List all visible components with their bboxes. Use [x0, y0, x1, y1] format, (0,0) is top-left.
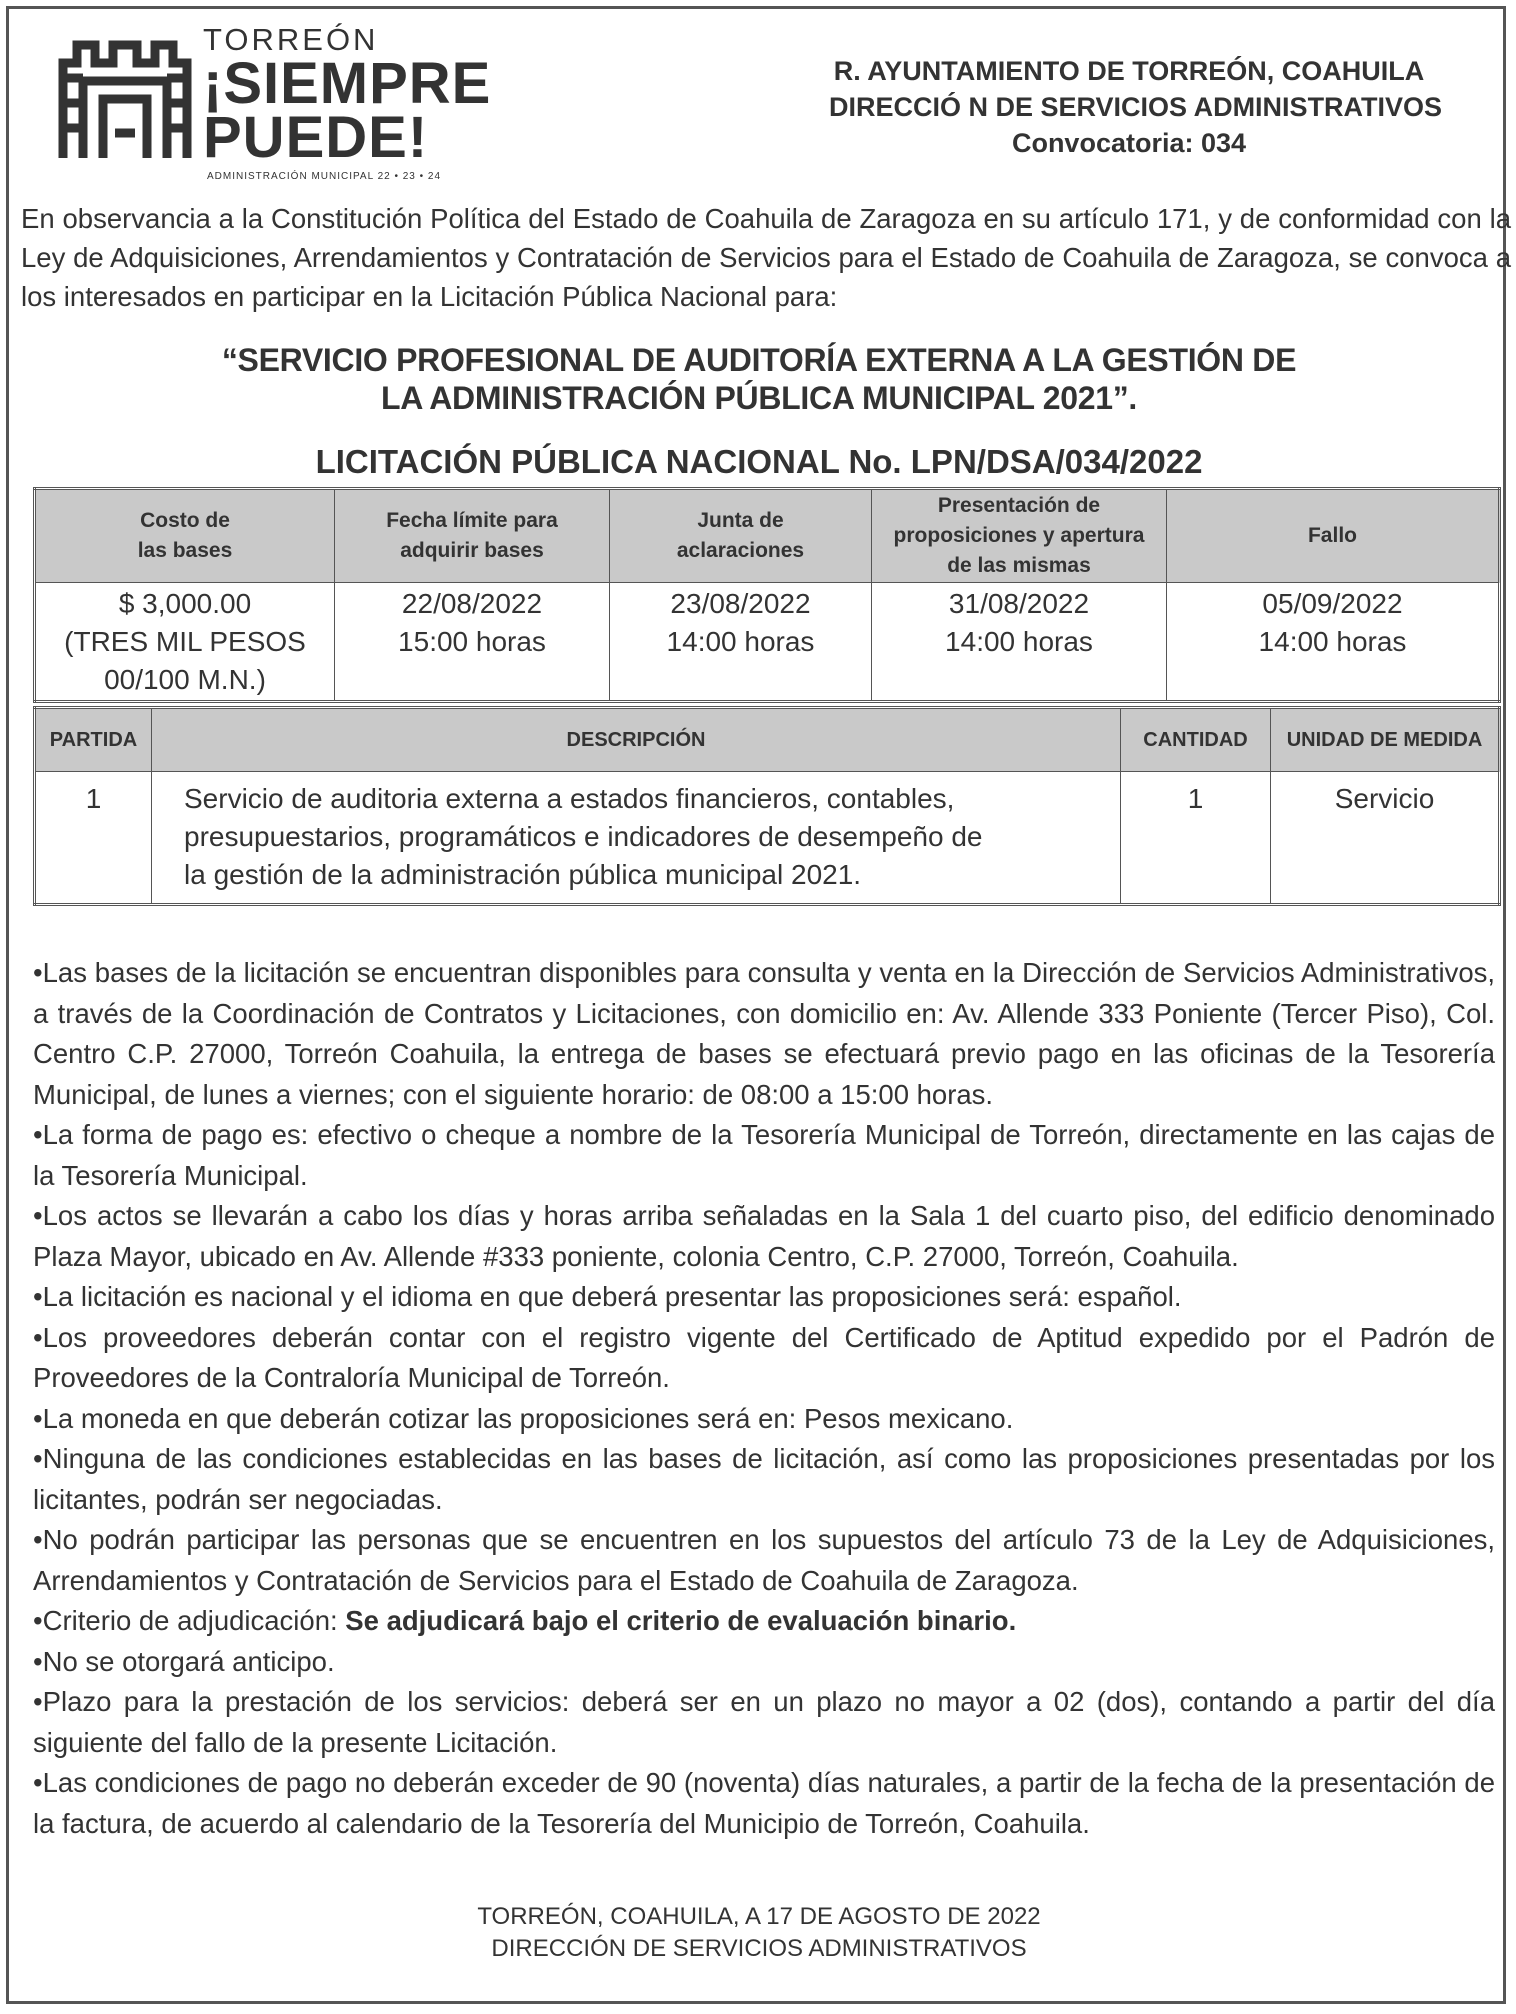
footer-line-2: DIRECCIÓN DE SERVICIOS ADMINISTRATIVOS — [491, 1935, 1027, 1962]
logo-city: TORREÓN — [203, 22, 379, 57]
footer — [9, 1901, 1509, 1965]
table-row — [35, 772, 1500, 905]
list-item: •Ninguna de las condiciones establecidas en las bases de licitación, así como las proposiciones presentadas por los licitantes, podrán ser negociadas. — [33, 1443, 1495, 1515]
list-item: •Plazo para la prestación de los servicios: deberá ser en un plazo no mayor a 02 (dos), contando a partir del día siguiente del fallo de la presente Licitación. — [33, 1686, 1495, 1758]
list-item: •Los proveedores deberán contar con el registro vigente del Certificado de Aptitud expedido por el Padrón de Proveedores de la Contraloría Municipal de Torreón. — [33, 1321, 1495, 1393]
header-line-2: DIRECCIÓ N DE SERVICIOS ADMINISTRATIVOS — [829, 92, 1443, 122]
schedule-presentacion: 31/08/2022 14:00 horas — [872, 583, 1167, 702]
schedule-header-junta: Junta de aclaraciones — [610, 489, 872, 583]
items-header-cantidad: CANTIDAD — [1121, 708, 1271, 772]
schedule-header-presentacion: Presentación de proposiciones y apertura de las mismas — [872, 489, 1167, 583]
torreon-logo — [55, 22, 492, 198]
logo-slogan-2: PUEDE! — [203, 105, 429, 170]
list-item: •La forma de pago es: efectivo o cheque a nombre de la Tesorería Municipal de Torreón, directamente en las cajas de la Tesorería Municipal. — [33, 1119, 1495, 1191]
item-descripcion: Servicio de auditoria externa a estados financieros, contables, presupuestarios, programáticos e indicadores de desempeño de la gestión de la administración pública municipal 2021. — [152, 772, 1121, 905]
list-item: •No se otorgará anticipo. — [33, 1645, 335, 1677]
schedule-value-row — [35, 583, 1500, 702]
list-item: •La moneda en que deberán cotizar las proposiciones será en: Pesos mexicano. — [33, 1402, 1014, 1434]
items-table — [33, 706, 1501, 906]
schedule-fallo: 05/09/2022 14:00 horas — [1167, 583, 1500, 702]
item-partida: 1 — [35, 772, 152, 905]
schedule-header-row — [35, 489, 1500, 583]
item-unidad: Servicio — [1271, 772, 1500, 905]
list-item: •La licitación es nacional y el idioma en que deberá presentar las proposiciones será: español. — [33, 1281, 1182, 1312]
logo-slogan-1: ¡SIEMPRE — [203, 51, 492, 116]
service-title-line-2: LA ADMINISTRACIÓN PÚBLICA MUNICIPAL 2021”. — [380, 380, 1138, 416]
schedule-cost: $ 3,000.00 (TRES MIL PESOS 00/100 M.N.) — [35, 583, 335, 702]
service-title — [9, 341, 1509, 417]
service-title-line-1: “SERVICIO PROFESIONAL DE AUDITORÍA EXTERNA A LA GESTIÓN DE — [221, 342, 1297, 378]
header-line-1: R. AYUNTAMIENTO DE TORREÓN, COAHUILA — [833, 56, 1425, 86]
logo-subtitle: ADMINISTRACIÓN MUNICIPAL 22 • 23 • 24 — [207, 171, 442, 182]
item-cantidad: 1 — [1121, 772, 1271, 905]
items-header-unidad: UNIDAD DE MEDIDA — [1271, 708, 1500, 772]
intro-paragraph: En observancia a la Constitución Política del Estado de Coahuila de Zaragoza en su artículo 171, y de conformidad con la Ley de Adquisiciones, Arrendamientos y Contratación de Servicios para el Estado de Coahuila de Zaragoza, se convoca a los interesados en participar en la Licitación Pública Nacional para: — [21, 203, 1511, 312]
header-line-3: Convocatoria: 034 — [1011, 128, 1247, 158]
list-item: •Las bases de la licitación se encuentran disponibles para consulta y venta en la Dirección de Servicios Administrativos, a través de la Coordinación de Contratos y Licitaciones, con domicilio en: Av. Allende 333 Poniente (Tercer Piso), Col. Centro C.P. 27000, Torreón Coahuila, la entrega de bases se efectuará previo pago en las oficinas de la Tesorería Municipal, de lunes a viernes; con el siguiente horario: de 08:00 a 15:00 horas. — [33, 957, 1495, 1110]
list-item-criterio: •Criterio de adjudicación: Se adjudicará bajo el criterio de evaluación binario. — [33, 1605, 1017, 1636]
page-frame — [6, 6, 1511, 2004]
list-item: •Las condiciones de pago no deberán exceder de 90 (noventa) días naturales, a partir de la fecha de la presentación de la factura, de acuerdo al calendario de la Tesorería del Municipio de Torreón, Coahuila. — [33, 1767, 1495, 1839]
schedule-junta: 23/08/2022 14:00 horas — [610, 583, 872, 702]
schedule-header-deadline: Fecha límite para adquirir bases — [335, 489, 610, 583]
castle-icon — [55, 33, 195, 163]
licitacion-title: LICITACIÓN PÚBLICA NACIONAL No. LPN/DSA/034/2022 — [315, 443, 1203, 480]
header — [829, 53, 1443, 161]
items-header-partida: PARTIDA — [35, 708, 152, 772]
conditions-list — [33, 953, 1495, 1844]
schedule-table — [33, 487, 1501, 703]
footer-line-1: TORREÓN, COAHUILA, A 17 DE AGOSTO DE 2022 — [477, 1903, 1041, 1930]
schedule-header-fallo: Fallo — [1167, 489, 1500, 583]
items-header-descripcion: DESCRIPCIÓN — [152, 708, 1121, 772]
list-item: •No podrán participar las personas que se encuentren en los supuestos del artículo 73 de la Ley de Adquisiciones, Arrendamientos y Contratación de Servicios para el Estado de Coahuila de Zaragoza. — [33, 1524, 1495, 1596]
list-item: •Los actos se llevarán a cabo los días y horas arriba señaladas en la Sala 1 del cuarto piso, del edificio denominado Plaza Mayor, ubicado en Av. Allende #333 poniente, colonia Centro, C.P. 27000, Torreón, Coahuila. — [33, 1200, 1495, 1272]
schedule-header-cost: Costo de las bases — [35, 489, 335, 583]
items-header-row — [35, 708, 1500, 772]
schedule-deadline: 22/08/2022 15:00 horas — [335, 583, 610, 702]
